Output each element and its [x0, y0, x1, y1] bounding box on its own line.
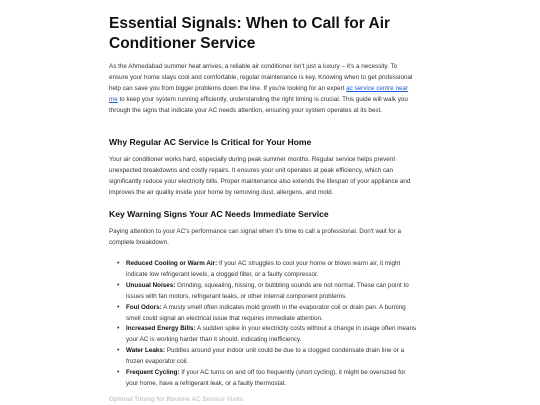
section-heading-warning-signs: Key Warning Signs Your AC Needs Immediate Service [109, 209, 329, 219]
section-paragraph-why-service: Your air conditioner works hard, especially during peak summer months. Regular service helps prevent unexpected breakdowns and costly repairs. It ensures your unit operates at peak efficiency, which can significantly reduce your electricity bills. Proper maintenance also extends the lifespan of your appliance and improves the air quality inside your home by removing dust, allergens, and mold. [109, 156, 411, 196]
list-item-text: Puddles around your indoor unit could be due to a clogged condensate drain line or a frozen evaporator coil. [126, 347, 405, 366]
ac-service-centre-link[interactable]: ac service centre near me [109, 84, 409, 103]
list-item-term: Frequent Cycling: [126, 369, 180, 377]
section-paragraph-warning-signs: Paying attention to your AC's performance can signal when it's time to call a professional. Don't wait for a complete breakdown. [109, 228, 402, 246]
list-item [109, 346, 417, 368]
intro-paragraph [109, 62, 417, 117]
list-item-term: Foul Odors: [126, 303, 162, 311]
list-item-term: Unusual Noises: [126, 281, 176, 289]
list-item [109, 368, 417, 390]
list-item [109, 303, 417, 325]
list-item-term: Reduced Cooling or Warm Air: [126, 260, 218, 267]
list-item-text: Grinding, squealing, hissing, or bubbling sounds are not normal. These can point to issues with fan motors, refrigerant leaks, or other internal component problems. [126, 281, 409, 300]
list-item-text: If your AC turns on and off too frequently (short cycling), it might be oversized for your home, have a refrigerant leak, or a faulty thermostat. [126, 369, 406, 387]
list-item [109, 324, 417, 346]
list-item-term: Water Leaks: [126, 347, 165, 355]
list-item [109, 259, 417, 281]
list-item-text: A sudden spike in your electricity costs without a change in usage often means your AC is working harder than it should, indicating inefficiency. [126, 325, 417, 344]
list-item-term: Increased Energy Bills: [126, 325, 196, 333]
section-heading-why-service: Why Regular AC Service Is Critical for Your Home [109, 137, 312, 147]
next-section-heading-partial: Optimal Timing for Routine AC Service Visits [109, 396, 244, 403]
warning-signs-list [109, 259, 417, 390]
page-title: Essential Signals: When to Call for Air Conditioner Service [109, 15, 391, 52]
list-item-text: If your AC struggles to cool your home or blows warm air, it might indicate low refrigerant levels, a clogged filter, or a faulty compressor. [126, 260, 401, 278]
list-item-text: A musty smell often indicates mold growth in the evaporator coil or drain pan. A burning smell could signal an electrical issue that requires immediate attention. [126, 303, 406, 322]
intro-text-after-link: to keep your system running efficiently, understanding the right timing is crucial. This guide will walk you through the signs that indicate your AC needs attention, ensuring your system operates at its best. [109, 95, 408, 114]
list-item [109, 281, 417, 303]
intro-text-before-link: As the Ahmedabad summer heat arrives, a reliable air conditioner isn't just a luxury – it's a necessity. To ensure your home stays cool and comfortable, regular maintenance is key. Knowing when to get professional help can save you from bigger problems down the line. If you're looking for an expert [109, 63, 413, 92]
